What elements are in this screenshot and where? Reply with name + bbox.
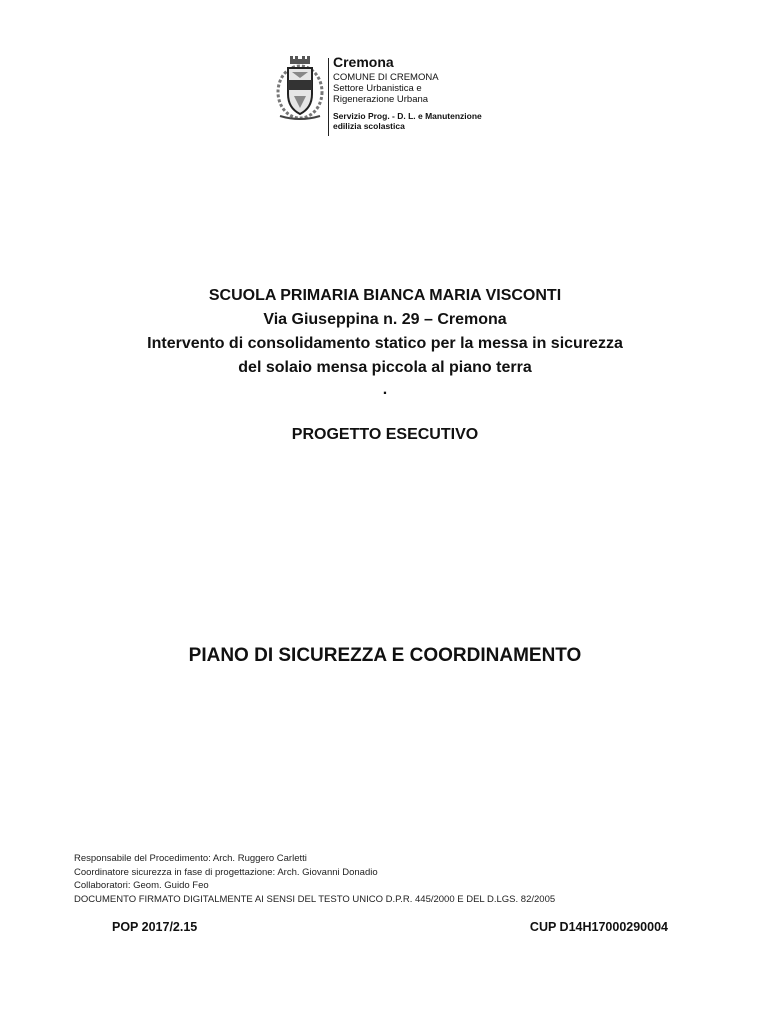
responsible-line: Responsabile del Procedimento: Arch. Ruggero Carletti — [74, 853, 307, 864]
sector-line-1: Settore Urbanistica e — [333, 83, 422, 94]
municipality-name: COMUNE DI CREMONA — [333, 72, 439, 83]
intervention-line-2: del solaio mensa piccola al piano terra — [238, 359, 532, 376]
org-text-block — [333, 54, 482, 131]
project-title-block — [0, 284, 770, 400]
credits-block — [74, 852, 555, 906]
document-title: PIANO DI SICUREZZA E COORDINAMENTO — [188, 645, 582, 666]
school-address: Via Giuseppina n. 29 – Cremona — [263, 311, 507, 328]
coat-of-arms-icon — [276, 56, 324, 122]
title-separator: . — [382, 381, 388, 398]
collaborators-line: Collaboratori: Geom. Guido Feo — [74, 880, 209, 891]
footer-codes — [112, 920, 668, 934]
sector-line-2: Rigenerazione Urbana — [333, 94, 429, 105]
header-logo — [276, 54, 516, 140]
logo-divider — [328, 58, 329, 136]
pop-code: POP 2017/2.15 — [112, 920, 198, 934]
service-line-1: Servizio Prog. - D. L. e Manutenzione — [333, 111, 482, 121]
intervention-line-1: Intervento di consolidamento statico per la messa in sicurezza — [147, 335, 623, 352]
org-name: Cremona — [333, 54, 394, 70]
safety-coordinator-line: Coordinatore sicurezza in fase di progettazione: Arch. Giovanni Donadio — [74, 866, 378, 878]
service-line-2: edilizia scolastica — [333, 121, 405, 131]
cup-code: CUP D14H17000290004 — [529, 920, 668, 934]
digital-signature-note: DOCUMENTO FIRMATO DIGITALMENTE AI SENSI DEL TESTO UNICO D.P.R. 445/2000 E DEL D.LGS. 82/2005 — [74, 893, 556, 905]
project-kind: PROGETTO ESECUTIVO — [291, 426, 479, 443]
school-name: SCUOLA PRIMARIA BIANCA MARIA VISCONTI — [208, 287, 562, 304]
